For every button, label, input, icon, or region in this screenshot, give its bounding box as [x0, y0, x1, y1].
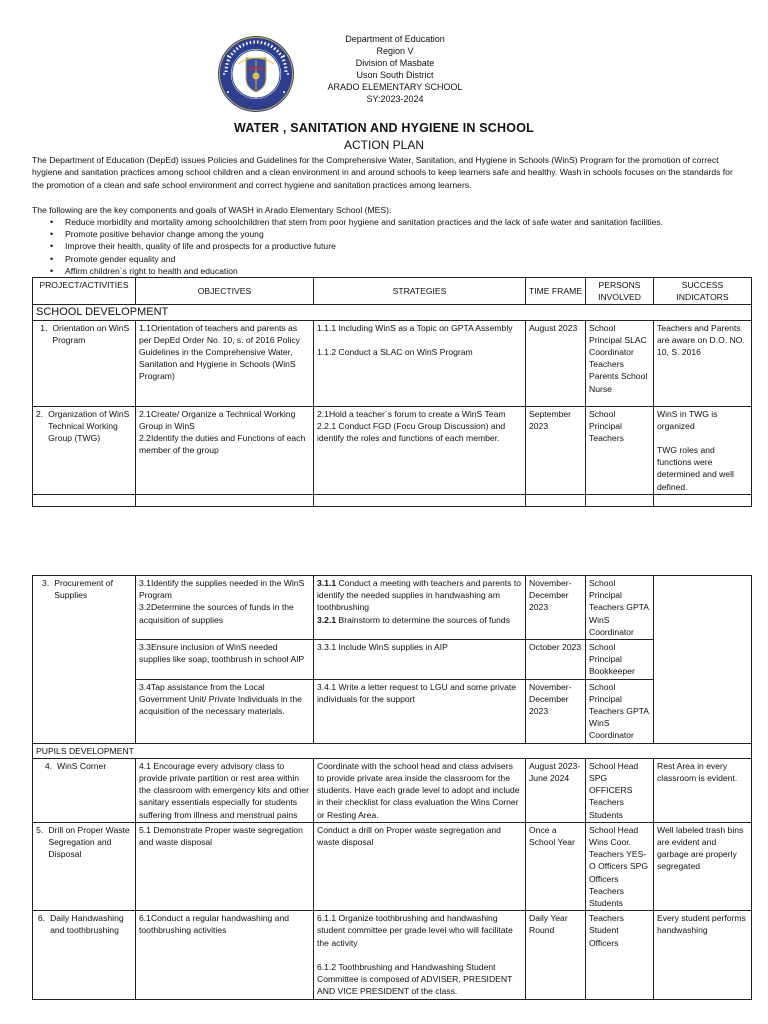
strategy-cell — [314, 576, 526, 640]
blank-row — [33, 494, 752, 506]
goal-item: • Promote gender equality and — [48, 253, 663, 265]
strategy-item: 2.1Hold a teacher`s forum to create a WinS Team — [317, 408, 506, 419]
time-frame-cell: Once a School Year — [526, 822, 586, 910]
section-school-development: SCHOOL DEVELOPMENT — [33, 305, 752, 320]
header-strategies: STRATEGIES — [314, 278, 526, 305]
time-frame-cell: August 2023 — [526, 320, 586, 406]
time-frame-cell: November-December 2023 — [526, 679, 586, 743]
objective-item: 3.1Identify the supplies needed in the WinS Program — [139, 578, 305, 601]
objective-item: 2.2Identify the duties and Functions of each member of the group — [139, 433, 306, 456]
table-header-row — [33, 278, 752, 305]
document-subtitle: ACTION PLAN — [343, 138, 424, 152]
objective-cell: 3.3Ensure inclusion of WinS needed supplies like soap, toothbrush in school AIP — [136, 640, 314, 680]
action-plan-table-part-2 — [32, 575, 752, 1000]
time-frame-cell: September 2023 — [526, 406, 586, 494]
indicator-cell — [654, 576, 752, 744]
time-frame-cell: October 2023 — [526, 640, 586, 680]
document-title: WATER , SANITATION AND HYGIENE IN SCHOOL — [234, 121, 534, 135]
project-name: Drill on Proper Waste Segregation and Disposal — [48, 824, 130, 860]
project-name: Organization of WinS Technical Working Group (TWG) — [48, 408, 130, 444]
persons-cell: School Principal Teachers GPTA WinS Coordinator — [586, 679, 654, 743]
goal-item: • Reduce morbidity and mortality among schoolchildren that stem from poor hygiene and sanitation practices and the lack of safe water and sanitation facilities. — [48, 216, 663, 228]
header-indicators: SUCCESS INDICATORS — [654, 278, 752, 305]
table-row — [33, 822, 752, 910]
strategy-cell — [314, 911, 526, 999]
strategy-text: Conduct a meeting with teachers and parents to identify the needed supplies in handwashing am toothbrushing — [317, 578, 521, 613]
strategy-cell: Conduct a drill on Proper waste segregation and waste disposal — [314, 822, 526, 910]
header-line: ARADO ELEMENTARY SCHOOL — [327, 82, 463, 92]
project-cell — [33, 911, 136, 999]
project-name: Procurement of Supplies — [54, 578, 113, 601]
header-line: Uson South District — [356, 70, 434, 80]
project-cell — [33, 822, 136, 910]
project-name: WinS Corner — [57, 760, 107, 771]
indicator-cell: Rest Area in every classroom is evident. — [654, 758, 752, 822]
strategy-item: 6.1.2 Toothbrushing and Handwashing Student Committee is composed of ADVISER, PRESIDENT AND VICE PRESIDENT of the class. — [317, 961, 513, 997]
objective-item: 2.1Create/ Organize a Technical Working Group in WinS — [139, 408, 296, 431]
persons-cell: School Head Wins Coor. Teachers YES-O Officers SPG Officers Teachers Students — [586, 822, 654, 910]
project-cell — [33, 406, 136, 494]
table-row — [33, 640, 752, 680]
table-row — [33, 911, 752, 999]
project-cell — [33, 320, 136, 406]
row-number: 3. — [42, 578, 50, 588]
header-persons: PERSONS INVOLVED — [586, 278, 654, 305]
persons-cell: School Principal SLAC Coordinator Teachers Parents School Nurse — [586, 320, 654, 406]
persons-cell: Teachers Student Officers — [586, 911, 654, 999]
persons-cell: School Head SPG OFFICERS Teachers Students — [586, 758, 654, 822]
strategy-key: 3.2.1 — [317, 614, 337, 625]
project-cell — [33, 758, 136, 822]
strategy-key: 3.1.1 — [317, 578, 337, 588]
strategy-cell: Coordinate with the school head and class advisers to provide private area inside the classroom for the students. Have each grade level to adopt and include in their checklist for class evaluation the Wins Corner or Resting Area. — [314, 758, 526, 822]
persons-cell: School Principal Teachers — [586, 406, 654, 494]
action-plan-table-part-1 — [32, 277, 752, 507]
project-cell — [33, 576, 136, 744]
strategy-item — [317, 577, 522, 614]
header-line: Division of Masbate — [355, 58, 435, 68]
objective-cell: 5.1 Demonstrate Proper waste segregation and waste disposal — [136, 822, 314, 910]
time-frame-cell: Daily Year Round — [526, 911, 586, 999]
strategy-item: 6.1.1 Organize toothbrushing and handwashing student committee per grade level who will facilitate the activity — [317, 913, 513, 948]
strategy-item: 2.2.1 Conduct FGD (Focu Group Discussion) and identify the roles and functions of each member. — [317, 420, 506, 444]
section-row — [33, 305, 752, 320]
row-number: 2. — [36, 408, 44, 419]
strategy-cell: 3.4.1 Write a letter request to LGU and some private individuals for the support — [314, 679, 526, 743]
indicator-item: TWG roles and functions were determined and well defined. — [657, 445, 734, 492]
goals-lead: The following are the key components and goals of WASH in Arado Elementary School (MES): — [32, 205, 392, 215]
strategy-cell — [314, 406, 526, 494]
table-row — [33, 320, 752, 406]
persons-cell: School Principal Bookkeeper — [586, 640, 654, 680]
goal-item: • Affirm children`s right to health and education — [48, 265, 663, 277]
strategy-item: 1.1.2 Conduct a SLAC on WinS Program — [317, 346, 473, 357]
table-row — [33, 758, 752, 822]
strategy-cell: 3.3.1 Include WinS supplies in AIP — [314, 640, 526, 680]
header-line: SY:2023-2024 — [366, 94, 424, 104]
time-frame-cell: August 2023-June 2024 — [526, 758, 586, 822]
header-time-frame: TIME FRAME — [526, 278, 586, 305]
table-row — [33, 679, 752, 743]
objective-cell: 3.4Tap assistance from the Local Government Unit/ Private Individuals in the acquisition of the necessary materials. — [136, 679, 314, 743]
indicator-item: WinS in TWG is organized — [657, 408, 718, 431]
school-header — [300, 33, 490, 105]
strategy-text: Brainstorm to determine the sources of funds — [336, 614, 510, 625]
indicator-cell: Every student performs handwashing — [654, 911, 752, 999]
indicator-cell — [654, 406, 752, 494]
header-line: Department of Education — [345, 34, 445, 44]
section-pupils-development: PUPILS DEVELOPMENT — [33, 743, 752, 758]
section-row — [33, 743, 752, 758]
project-name: Orientation on WinS Program — [52, 322, 130, 345]
strategy-item — [317, 614, 522, 626]
persons-cell: School Principal Teachers GPTA WinS Coordinator — [586, 576, 654, 640]
table-row — [33, 406, 752, 494]
header-objectives: OBJECTIVES — [136, 278, 314, 305]
objective-cell: 1.1Orientation of teachers and parents as per DepEd Order No. 10, s. of 2016 Policy Guidelines in the Comprehensive Water, Sanitation and Hygiene in Schools (WinS Program) — [136, 320, 314, 406]
intro-paragraph: The Department of Education (DepEd) issues Policies and Guidelines for the Comprehensive Water, Sanitation, and Hygiene in Schools (WinS) Program for the promotion of correct hygiene and sanitation practices among school children and a clean environment in and around schools to keep learners safe and healthy. Wash in schools focuses on the standards for the promotion of a clean and safe school environment and correct hygiene and sanitation practices among learners. — [32, 155, 733, 190]
objective-cell: 4.1 Encourage every advisory class to provide private partition or rest area within the classroom with emergency kits and other sanitary essentials especially for students suffering from illness and menstrual pains — [136, 758, 314, 822]
indicator-cell: Teachers and Parents are aware on D.O. NO. 10, S. 2016 — [654, 320, 752, 406]
goal-item: • Improve their health, quality of life and prospects for a productive future — [48, 240, 663, 252]
project-name: Daily Handwashing and toothbrushing — [50, 913, 124, 936]
table-row — [33, 576, 752, 640]
deped-seal-icon — [216, 34, 296, 114]
goal-item: • Promote positive behavior change among the young — [48, 228, 663, 240]
objective-cell — [136, 576, 314, 640]
row-number: 1. — [40, 322, 48, 333]
header-line: Region V — [376, 46, 414, 56]
objective-item: 3.2Determine the sources of funds in the acquisition of supplies — [139, 602, 294, 625]
objective-cell — [136, 406, 314, 494]
time-frame-cell: November-December 2023 — [526, 576, 586, 640]
row-number: 4. — [44, 760, 52, 771]
header-project: PROJECT/ACTIVITIES — [33, 278, 136, 305]
goals-list — [48, 216, 663, 277]
strategy-cell — [314, 320, 526, 406]
strategy-item: 1.1.1 Including WinS as a Topic on GPTA Assembly — [317, 322, 513, 333]
row-number: 5. — [36, 824, 44, 835]
objective-cell: 6.1Conduct a regular handwashing and toothbrushing activities — [136, 911, 314, 999]
indicator-cell: Well labeled trash bins are evident and garbage are properly segregated — [654, 822, 752, 910]
row-number: 6. — [37, 913, 46, 924]
